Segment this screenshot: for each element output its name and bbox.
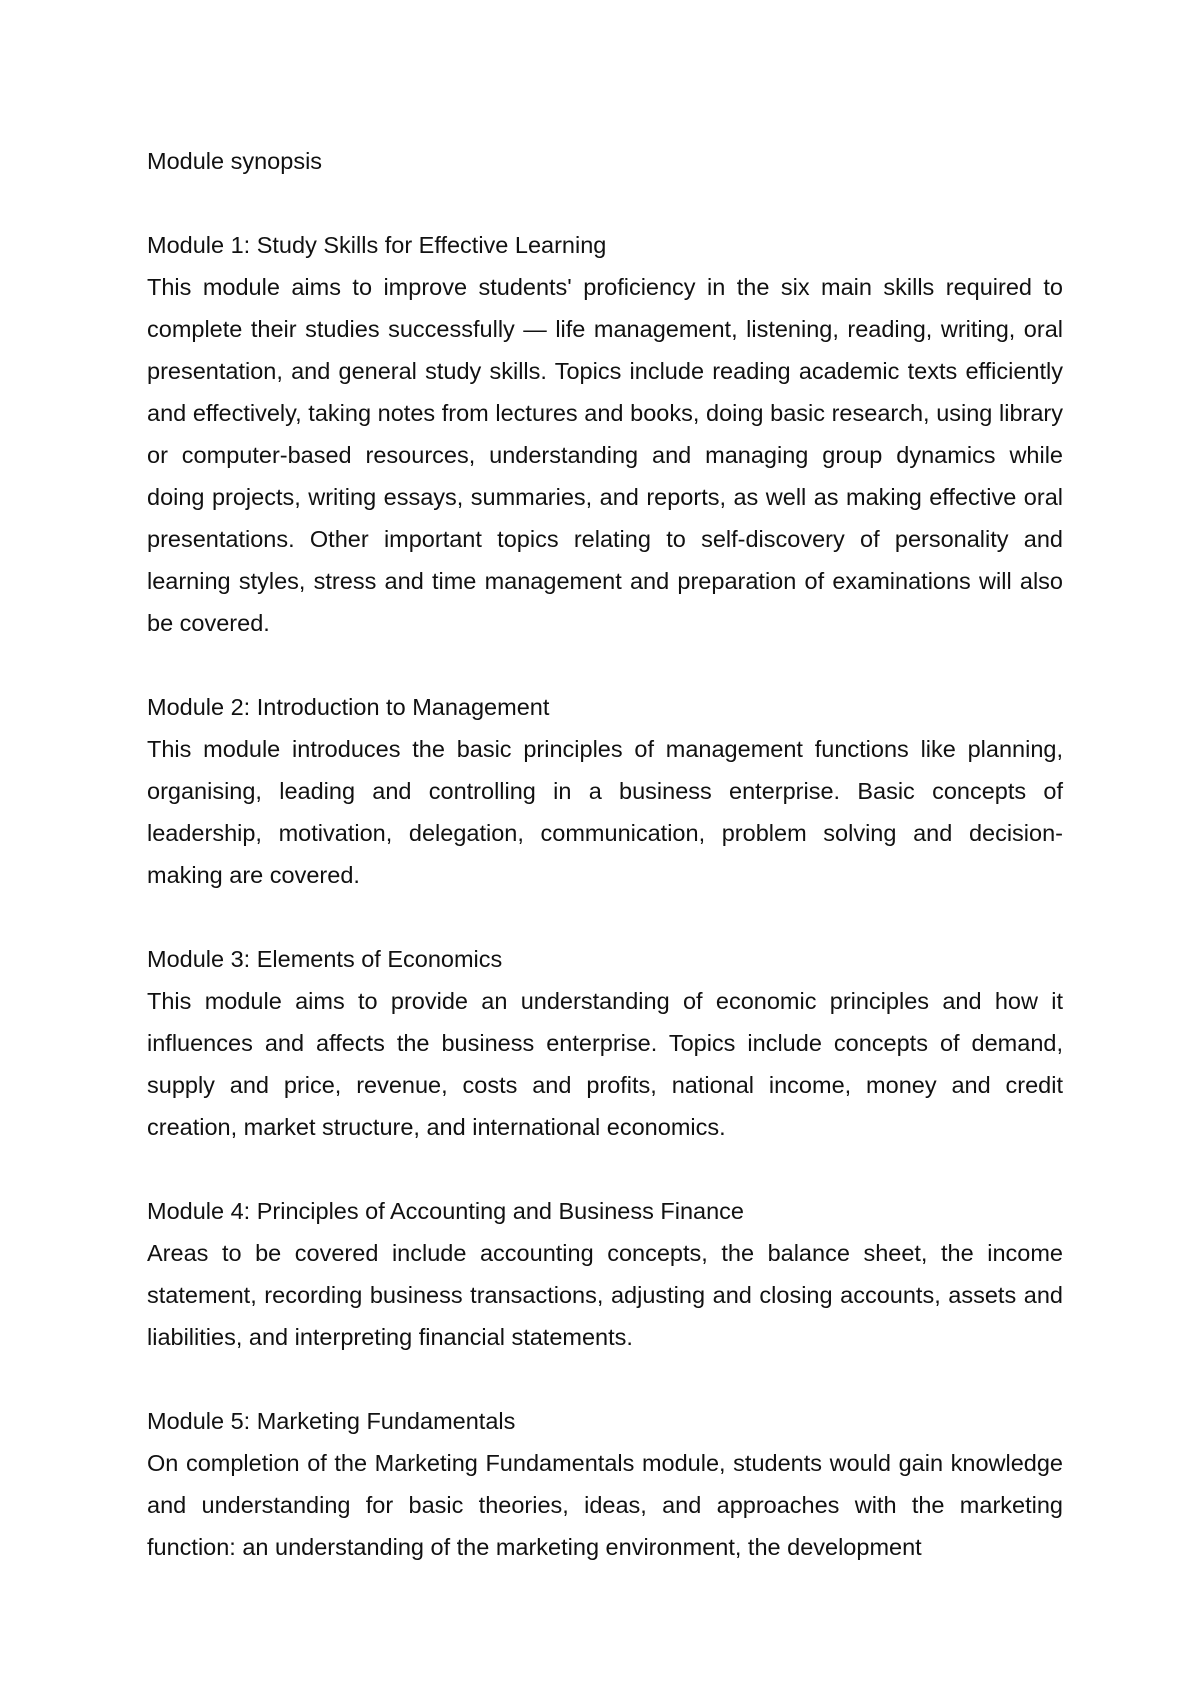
module-1 [147,224,1063,644]
module-3 [147,938,1063,1148]
module-4-description: Areas to be covered include accounting concepts, the balance sheet, the income statement, recording business transactions, adjusting and closing accounts, assets and liabilities, and interpreting financial statements. [147,1240,1063,1350]
module-2-description: This module introduces the basic principles of management functions like planning, organising, leading and controlling in a business enterprise. Basic concepts of leadership, motivation, delegation, communication, problem solving and decision-making are covered. [147,736,1063,888]
module-5 [147,1400,1063,1568]
module-1-heading: Module 1: Study Skills for Effective Learning [147,232,607,258]
module-5-heading: Module 5: Marketing Fundamentals [147,1408,516,1434]
document-page [147,140,1063,1610]
module-2 [147,686,1063,896]
module-3-description: This module aims to provide an understanding of economic principles and how it influences and affects the business enterprise. Topics include concepts of demand, supply and price, revenue, costs and profits, national income, money and credit creation, market structure, and international economics. [147,988,1063,1140]
module-1-description: This module aims to improve students' proficiency in the six main skills required to complete their studies successfully — life management, listening, reading, writing, oral presentation, and general study skills. Topics include reading academic texts efficiently and effectively, taking notes from lectures and books, doing basic research, using library or computer-based resources, understanding and managing group dynamics while doing projects, writing essays, summaries, and reports, as well as making effective oral presentations. Other important topics relating to self-discovery of personality and learning styles, stress and time management and preparation of examinations will also be covered. [147,274,1063,636]
module-4 [147,1190,1063,1358]
module-5-description: On completion of the Marketing Fundamentals module, students would gain knowledge and understanding for basic theories, ideas, and approaches with the marketing function: an understanding of the marketing environment, the development [147,1450,1063,1560]
module-2-heading: Module 2: Introduction to Management [147,694,550,720]
module-4-heading: Module 4: Principles of Accounting and Business Finance [147,1198,744,1224]
module-3-heading: Module 3: Elements of Economics [147,946,503,972]
document-title: Module synopsis [147,148,323,174]
